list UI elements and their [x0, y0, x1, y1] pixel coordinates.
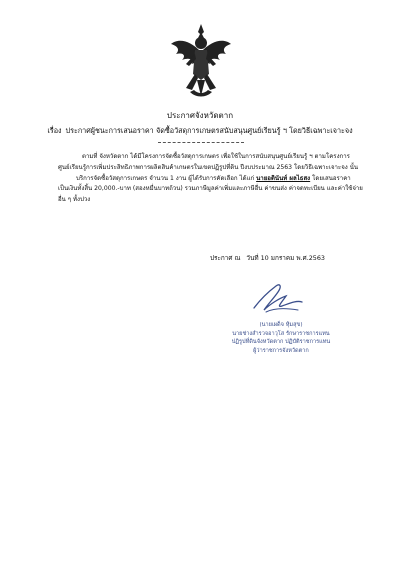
body-line: [58, 174, 358, 185]
body-line: ศูนย์เรียนรู้การเพิ่มประสิทธิภาพการผลิตสินค้าเกษตรในเขตปฏิรูปที่ดิน ปีงบประมาณ 2563 โดยวิธีเฉพาะเจาะจง นั้น: [58, 163, 359, 171]
body-line: ตามที่ จังหวัดตาก ได้มีโครงการจัดซื้อวัสดุการเกษตร เพื่อใช้ในการสนับสนุนศูนย์เรียนรู้ ฯ ตามโครงการ: [82, 153, 350, 160]
subject-text: ประกาศผู้ชนะการเสนอราคา จัดซื้อวัสดุการเกษตรสนับสนุนศูนย์เรียนรู้ ฯ โดยวิธีเฉพาะเจาะจง: [65, 126, 353, 135]
signatory-block: [226, 321, 336, 355]
body-line-text: บริการจัดซื้อวัสดุการเกษตร จำนวน 1 งาน ผู้ได้รับการคัดเลือก ได้แก่: [76, 174, 255, 182]
signatory-name: (นายเผด็จ หุ้มสุข): [259, 322, 303, 328]
body-line: อื่น ๆ ทั้งปวง: [58, 196, 91, 204]
date-text: วันที่ 10 มกราคม พ.ศ.2563: [246, 254, 325, 262]
body-line-text: โดยเสนอราคา: [312, 174, 351, 182]
body-line: เป็นเงินทั้งสิ้น 20,000.-บาท (สองหมื่นบาทถ้วน) รวมภาษีมูลค่าเพิ่มและภาษีอื่น ค่าขนส่ง ค่าจดทะเบียน และค่าใช้จ่าย: [58, 185, 363, 193]
signatory-position-2: ปฏิรูปที่ดินจังหวัดตาก ปฏิบัติราชการแทน: [231, 339, 331, 346]
announcement-title: ประกาศจังหวัดตาก: [166, 111, 234, 120]
handwritten-signature-icon: [246, 278, 310, 320]
announcement-date: [210, 253, 331, 263]
given-label: ประกาศ ณ: [210, 254, 241, 262]
garuda-emblem-icon: [168, 22, 234, 102]
divider: [158, 142, 244, 143]
signatory-position-1: นายช่างสำรวจอาวุโส รักษาราชการแทน: [232, 330, 330, 337]
subject-label: เรื่อง: [47, 126, 62, 135]
winner-name: นายอดินันท์ ผลไธสง: [256, 174, 311, 182]
subject-line: [0, 126, 400, 136]
body-paragraph: [58, 152, 363, 206]
signatory-position-3: ผู้ว่าราชการจังหวัดตาก: [253, 347, 309, 354]
